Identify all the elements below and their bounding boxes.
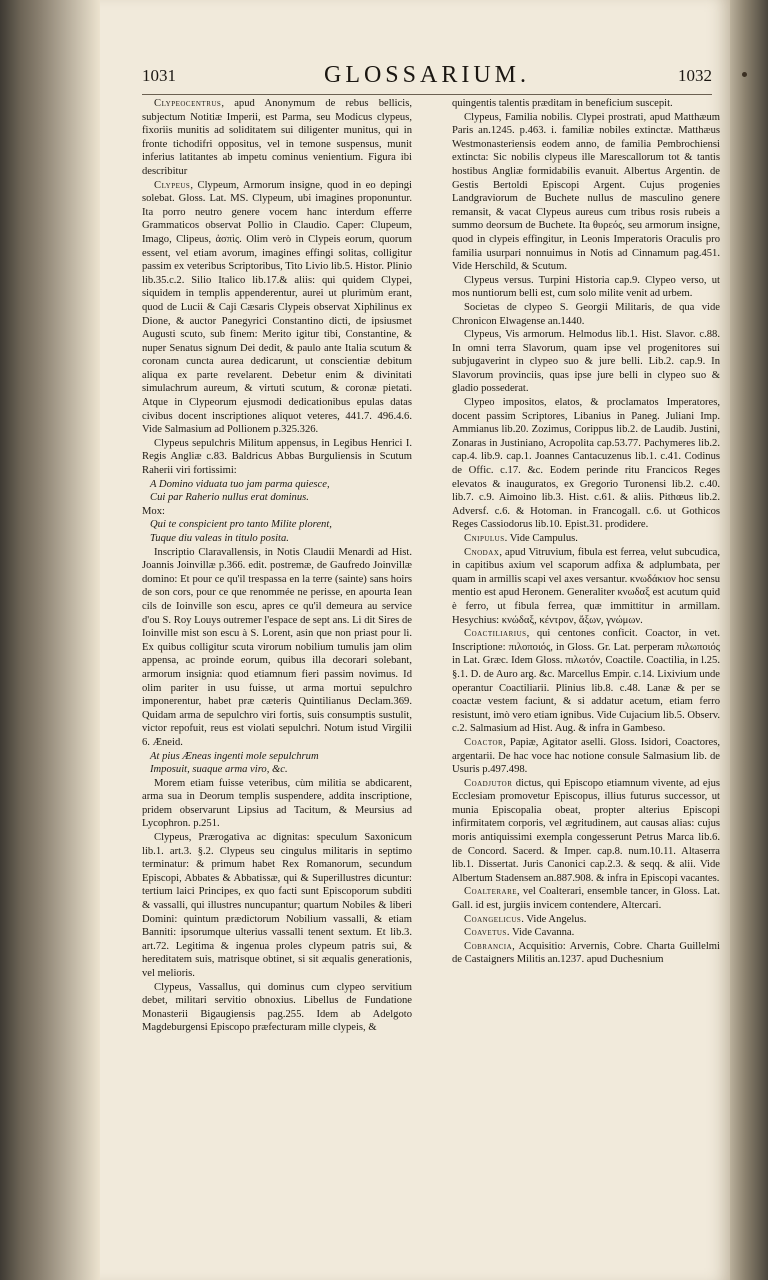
page-number-right: 1032 [678, 66, 712, 85]
entry-text: Morem etiam fuisse veteribus, cùm militia se abdicarent, arma sua in Deorum templis suspendere, addita inscriptione, pridem observarunt Lipsius ad Tacitum, & Meursius ad Lycophron. p.251. [142, 777, 412, 830]
entry-text: dictus, qui Episcopo etiamnum vivente, ad ejus Ecclesiam promovetur Episcopus, illius futurus successor, ut munia Episcopalia obeat, propter alterius Episcopi infirmitatem corporis, vel ægritudinem, aut causas alias: cujus moris antiquissimi exempla congesserunt Petrus Marca lib.6. de Concord. Sacerd. & Imper. cap.8. num.10.11. Altaserra lib.1. Dissertat. Juris Canonici cap.2.3. & seqq. & alii. Vide Albertum Stadensem an.887.908. & infra in Episcopi vacantes. [452, 777, 720, 884]
glossary-paragraph [142, 505, 412, 519]
glossary-paragraph [452, 532, 720, 546]
glossary-paragraph [452, 913, 720, 927]
glossary-paragraph [452, 396, 720, 532]
glossary-paragraph [452, 777, 720, 886]
entry-text: . Vide Angelus. [521, 913, 587, 925]
entry-text: , vel Coalterari, ensemble tancer, in Gloss. Lat. Gall. id est, jurgiis invicem contendere, Altercari. [452, 886, 720, 912]
header-rule [142, 94, 712, 95]
entry-headword: Coangelicus [464, 913, 522, 925]
entry-headword: Cnodax [464, 546, 500, 558]
entry-text: , Acquisitio: Arvernis, Cobre. Charta Guillelmi de Castaigners Militis an.1237. apud Duchesnium [452, 940, 720, 966]
glossary-paragraph [452, 627, 720, 736]
entry-headword: Coalterare [464, 886, 518, 898]
glossary-paragraph [142, 518, 412, 532]
ink-spot [742, 72, 747, 77]
entry-text: A Domino viduata tuo jam parma quiesce, [150, 478, 330, 490]
entry-text: , Papiæ, Agitator aselli. Gloss. Isidori, Coactores, argentarii. De hac voce hac notione consule Salmasium lib. de Usuris p.497.498. [452, 736, 720, 776]
entry-text: , apud Vitruvium, fibula est ferrea, velut subcudica, in capitibus axium vel scaporum adfixa & adplumbata, per quam in armillis scapi vel axes versantur. κνωδάκιον hoc sensu mentio est apud Heronem. Generaliter κνωδαξ est acutum quid è ferro, ut fibula ferrea, quæ immittitur in armillam. Hesychius: κνώδαξ, κέντρον, ἄξων, γνώμων. [452, 546, 720, 626]
entry-text: Mox: [142, 505, 165, 517]
glossary-paragraph [452, 885, 720, 912]
entry-text: , apud Anonymum de rebus bellicis, subjectum Notitiæ Imperii, est Parma, seu Modicus clypeus, fixoriis munitis ad soliditatem sui diligenter munitus, qui in fronte tichodifri oppositus, vel in temone suspensus, munit inferius latitantes ab impetu cominus venientium. Figura ibi describitur [142, 98, 412, 177]
glossary-paragraph [452, 328, 720, 396]
glossary-paragraph [142, 437, 412, 478]
glossary-paragraph [452, 97, 720, 111]
entry-text: . Vide Cavanna. [506, 927, 575, 939]
glossary-paragraph [142, 532, 412, 546]
entry-text: Tuque diu valeas in titulo posita. [150, 533, 289, 544]
entry-text: Clypeus, Vassallus, qui dominus cum clypeo servitium debet, militari servitio obnoxius. Libellus de Fundatione Monasterii Bigaugiensis pag.255. Idem ab Adelgoto Magdeburgensi Episcopo præfecturam mille clypeis, & [142, 981, 412, 1034]
entry-headword: Cnipulus [464, 533, 505, 544]
entry-text: , qui centones conficit. Coactor, in vet. Inscriptione: πιλοποιός, in Gloss. Gr. Lat. perperam πιλωποιός in Lat. Græc. Idem Gloss. πιλωτόν, Coactile. Coactilia, in l.25. §.1. D. de Auro arg. &c. Marcellus Empir. c.14. Lixivium unde operantur Coactiliarii. Plinius lib.8. c.48. Lanæ & per se coactæ vestem faciunt, & si addatur acetum, etiam ferro resistunt, imò vero etiam ignibus. Vide Cujacium lib.5. Observ. c.2. Salmasium ad Hist. Aug. & infra in Gambeso. [452, 628, 720, 735]
entry-text: Cui par Raherio nullus erat dominus. [150, 492, 309, 504]
glossary-paragraph [142, 491, 412, 505]
entry-text: Societas de clypeo S. Georgii Militaris, de qua vide Chronicon Elwagense an.1440. [452, 301, 720, 327]
entry-headword: Coadjutor [464, 777, 513, 789]
right-column [452, 97, 720, 967]
page-header [142, 62, 712, 92]
entry-headword: Clypeocentrus [154, 98, 222, 109]
entry-text: Clypeus, Vis armorum. Helmodus lib.1. Hist. Slavor. c.88. In omni terra Slavorum, quam ipse vel progenitores sui subjugaverint in clypeo suo & jure belli. Lib.2. cap.9. In Slavorum provinciis, quas ipse jure belli in clypeo suo & gladio possederat. [452, 329, 720, 395]
entry-headword: Clypeus [154, 179, 191, 191]
glossary-paragraph [142, 831, 412, 981]
left-column [142, 97, 412, 1035]
glossary-paragraph [452, 736, 720, 777]
glossary-paragraph [452, 274, 720, 301]
glossary-paragraph [452, 111, 720, 274]
glossary-paragraph [142, 750, 412, 764]
entry-text: Clypeus sepulchris Militum appensus, in Legibus Henrici I. Regis Angliæ c.83. Baldricus Abbas Burguliensis in Scutum Raherii viri fortissimi: [142, 437, 412, 477]
running-title: GLOSSARIUM. [323, 62, 531, 88]
entry-headword: Coactor [464, 736, 504, 748]
entry-headword: Cobrancia [464, 940, 513, 952]
entry-text: Inscriptio Claravallensis, in Notis Claudii Menardi ad Hist. Joannis Joinvillæ p.366. edit. postremæ, de Gaufredo Joinvillæ domino: Et pour ce qu'il trespassa en la terre (sainte) sans hoirs de son cors, pour ce que renommée ne perisse, en apourta Iean cils de Ioinville son escu, apres ce qu'il demeura au service d'ou S. Roy Louys outremer l'espace de sept ans. Li dit Sires de Ioinville mist son escu à S. Lorent, asin que non priast pour li. Ex quibus colligitur scuta virorum nobilium tumulis jam olim appensa, ac proinde eorum, quibus illa decorari solebant, armorum insignia: quod etiamnum fieri passim novimus. Id olim pariter in usu fuisse, ut arma mortui sepulchro imponerentur, habet præ cæteris Quintilianus Declam.369. Quidam arma de sepulchro viri fortis, suis consumptis sustulit, victor repofuit, reus est violati sepulchri. Notum istud Virgilii 6. Æneid. [142, 546, 412, 748]
entry-text: At pius Æneas ingenti mole sepulchrum [150, 750, 319, 762]
glossary-paragraph [452, 926, 720, 940]
entry-headword: Coavetus [464, 927, 507, 939]
glossary-paragraph [142, 546, 412, 750]
entry-text: Clypeus, Prærogativa ac dignitas: speculum Saxonicum lib.1. art.3. §.2. Clypeus seu cingulus militaris in septimo terminatur: & primum habet Rex Romanorum, secundum Episcopi, Abbates & Abbatissæ, qui & Superillustres dicuntur: tertium laici Principes, ex quo facti sunt Episcoporum subditi & vassalli, qui illustres nuncupantur; quartum Nobiles & liberi Domini: quintum prædictorum Nobilium vassalli, & etiam Banniti: ipsorumque ulterius vassalli tenent sextum. Et lib.3. art.72. Legitima & ingenua proles clypeum patris sui, & hereditatem suis, matrisque obtinet, si sit æqualis generationis, vel melioris. [142, 832, 412, 979]
entry-text: Clypeus versus. Turpini Historia cap.9. Clypeo verso, ut mos nuntiorum belli est, cum solo milite venit ad urbem. [452, 274, 720, 300]
glossary-paragraph [452, 940, 720, 967]
glossary-paragraph [452, 546, 720, 628]
glossary-paragraph [142, 981, 412, 1035]
glossary-paragraph [142, 179, 412, 437]
entry-headword: Coactiliarius [464, 628, 527, 640]
glossary-paragraph [142, 97, 412, 179]
glossary-paragraph [142, 763, 412, 777]
page-number-left: 1031 [142, 66, 176, 85]
glossary-paragraph [452, 301, 720, 328]
entry-text: . Vide Campulus. [504, 533, 578, 544]
entry-text: Clypeus, Familia nobilis. Clypei prostrati, apud Matthæum Paris an.1245. p.463. i. familiæ nobiles extinctæ. Matthæus Westmonasteriensis eodem anno, de familia Pembrochiensi extincta: Sic nobilis clypeus ille Marescallorum tot & tantis hostibus Angliæ formidabilis evanuit. Albertus Argentin. de Gestis Bertoldi Episcopi Argent. Cujus progenies Landgraviorum de Buchete nullus de masculino genere remansit, & vacat Clypeus aureus cum tribus rosis rubeis a summo deorsum de Buchete. Ita θυρεός, seu armorum insigne, quod in clypeis effingitur, in Leonis Imperatoris Oraculis pro familia usurpari nonnuimus in Notis ad Cinnamum pag.451. Vide Herschild, & Scutum. [452, 111, 720, 273]
entry-text: Clypeo impositos, elatos, & proclamatos Imperatores, docent passim Scriptores, Libanius in Paneg. Juliani Imp. Ammianus lib.20. Zozimus, Corippus lib.2. de Laudib. Justini, Zonaras in Justiniano, Acropolita cap.53.77. Pachymeres lib.2. cap.4. lib.9. cap.1. Joannes Cantacuzenus lib.1. c.41. Codinus de Offic. c.17. &c. Eodem perinde ritu Francicos Reges elevatos & inauguratos, ex Gregorio Turonensi lib.2. c.40. lib.7. c.9. Aimoino lib.3. Hist. c.61. & aliis. Pithœus lib.2. Adversf. c.6. & Hotoman. in Francogall. c.6. ut Gothicos Reges Cassiodorus lib.10. Epist.31. prodidere. [452, 397, 720, 531]
glossary-paragraph [142, 478, 412, 492]
entry-text: Imposuit, suaque arma viro, &c. [150, 764, 288, 776]
entry-text: , Clypeum, Armorum insigne, quod in eo depingi solebat. Gloss. Lat. MS. Clypeum, ubi imagines proponuntur. Ita porro neutro genere vocem hanc interdum efferre Grammaticos observat Pollio in Claudio. Caper: Clupeum, Imago, Clipeus, ἀσπὶς. Olim verò in Clypeis eorum, quorum essent, vel etiam avorum, imagines effingi solitas, colligitur passim ex veteribus Scriptoribus, Tito Livio lib.5. Histor. Plinio lib.35.c.2. Silio Italico lib.17.& aliis: qui quidem Clypei, siquidem in templis appenderentur, aurei ut plurimùm erant, quod de Lucii & Caji Cæsaris Clypeis observat Xiphilinus ex Dione, & auctor Panegyrici Constantino dicti, de ipsiusmet Augusti scuto, sub finem: Merito igitur tibi, Constantine, & nuper Senatus signum Dei dedit, & paulo ante Italia scutum & coronam cuncta aurea dedicarunt, ut conscientiæ debitum aliqua ex parte revelarent. Debetur enim & divinitati simulachrum aureum, & virtuti scutum, & coronæ pietati. Atque in Clypeorum ejusmodi dedicationibus epulas datas civibus docent inscriptiones aliquot veteres, 441.7. 496.4.6. Vide Salmasium ad Pollionem p.325.326. [142, 179, 412, 436]
entry-text: quingentis talentis præditam in beneficium suscepit. [452, 98, 673, 109]
glossary-paragraph [142, 777, 412, 831]
entry-text: Qui te conspicient pro tanto Milite plorent, [150, 519, 332, 531]
